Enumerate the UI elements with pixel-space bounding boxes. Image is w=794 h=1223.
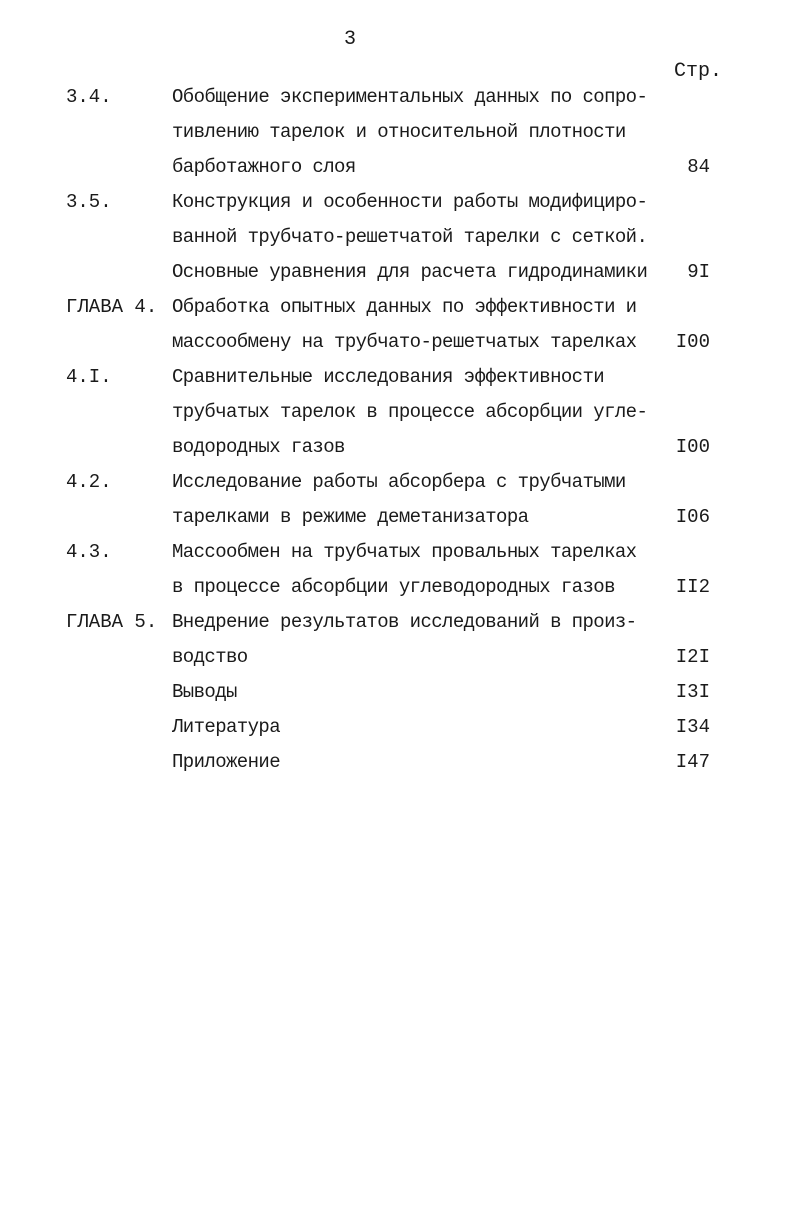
toc-entry-title-line: в процессе абсорбции углеводородных газов: [172, 576, 615, 598]
toc-entry-title-line: тарелками в режиме деметанизатора: [172, 506, 529, 528]
toc-entry-title-line: Выводы: [172, 681, 237, 703]
toc-line: [0, 185, 794, 220]
toc-entry-title-line: тивлению тарелок и относительной плотности: [172, 121, 626, 143]
toc-line: [0, 675, 794, 710]
toc-line: [0, 605, 794, 640]
toc-line: [0, 220, 794, 255]
toc-entry-title-line: водство: [172, 646, 248, 668]
toc-entry-page: I00: [675, 436, 710, 458]
toc-entry-title-line: Исследование работы абсорбера с трубчатыми: [172, 471, 626, 493]
toc-entry-title-line: ванной трубчато-решетчатой тарелки с сеткой.: [172, 226, 648, 248]
toc-line: [0, 360, 794, 395]
toc-entry-page: I34: [675, 716, 710, 738]
toc-entry-title-line: Литература: [172, 716, 281, 738]
toc-entry-number: 4.3.: [66, 541, 112, 563]
toc-entry-number: 3.4.: [66, 86, 112, 108]
toc-entry: [0, 535, 794, 605]
toc-entry-number: ГЛАВА 4.: [66, 296, 158, 318]
toc-line: [0, 535, 794, 570]
toc-line: [0, 640, 794, 675]
toc-entry-title-line: Основные уравнения для расчета гидродинамики: [172, 261, 648, 283]
toc-entry-title-line: Приложение: [172, 751, 281, 773]
toc-entry-title-line: Конструкция и особенности работы модифициро-: [172, 191, 648, 213]
toc-entry-title-line: Обобщение экспериментальных данных по сопро-: [172, 86, 648, 108]
toc-entry-page: 84: [687, 156, 710, 178]
toc-entry: [0, 605, 794, 675]
toc-entry-page: I3I: [675, 681, 710, 703]
toc-entry-page: I06: [675, 506, 710, 528]
table-of-contents: [0, 80, 794, 780]
toc-entry-page: 9I: [687, 261, 710, 283]
toc-entry-title-line: Внедрение результатов исследований в произ-: [172, 611, 637, 633]
toc-entry: [0, 360, 794, 465]
toc-line: [0, 255, 794, 290]
toc-entry-title-line: Массообмен на трубчатых провальных тарелках: [172, 541, 637, 563]
toc-entry-title-line: водородных газов: [172, 436, 345, 458]
toc-line: [0, 570, 794, 605]
toc-entry: [0, 290, 794, 360]
toc-entry-page: II2: [675, 576, 710, 598]
toc-entry-number: 4.2.: [66, 471, 112, 493]
page-number: 3: [343, 28, 356, 51]
page-column-label: Стр.: [674, 60, 723, 83]
toc-entry-page: I00: [675, 331, 710, 353]
toc-entry-page: I47: [675, 751, 710, 773]
toc-entry: [0, 745, 794, 780]
toc-line: [0, 290, 794, 325]
toc-entry: [0, 675, 794, 710]
toc-entry: [0, 710, 794, 745]
toc-entry-number: 4.I.: [66, 366, 112, 388]
toc-entry: [0, 80, 794, 185]
toc-line: [0, 395, 794, 430]
toc-line: [0, 325, 794, 360]
toc-line: [0, 745, 794, 780]
toc-line: [0, 115, 794, 150]
toc-entry-number: 3.5.: [66, 191, 112, 213]
toc-entry-title-line: массообмену на трубчато-решетчатых тарелках: [172, 331, 637, 353]
toc-entry-title-line: Обработка опытных данных по эффективности и: [172, 296, 637, 318]
toc-line: [0, 465, 794, 500]
toc-line: [0, 500, 794, 535]
toc-entry: [0, 465, 794, 535]
toc-line: [0, 710, 794, 745]
toc-line: [0, 430, 794, 465]
toc-entry-title-line: Сравнительные исследования эффективности: [172, 366, 605, 388]
toc-entry-page: I2I: [675, 646, 710, 668]
toc-entry-title-line: трубчатых тарелок в процессе абсорбции угле-: [172, 401, 648, 423]
toc-line: [0, 150, 794, 185]
toc-entry: [0, 185, 794, 290]
toc-entry-number: ГЛАВА 5.: [66, 611, 158, 633]
toc-entry-title-line: барботажного слоя: [172, 156, 356, 178]
toc-line: [0, 80, 794, 115]
